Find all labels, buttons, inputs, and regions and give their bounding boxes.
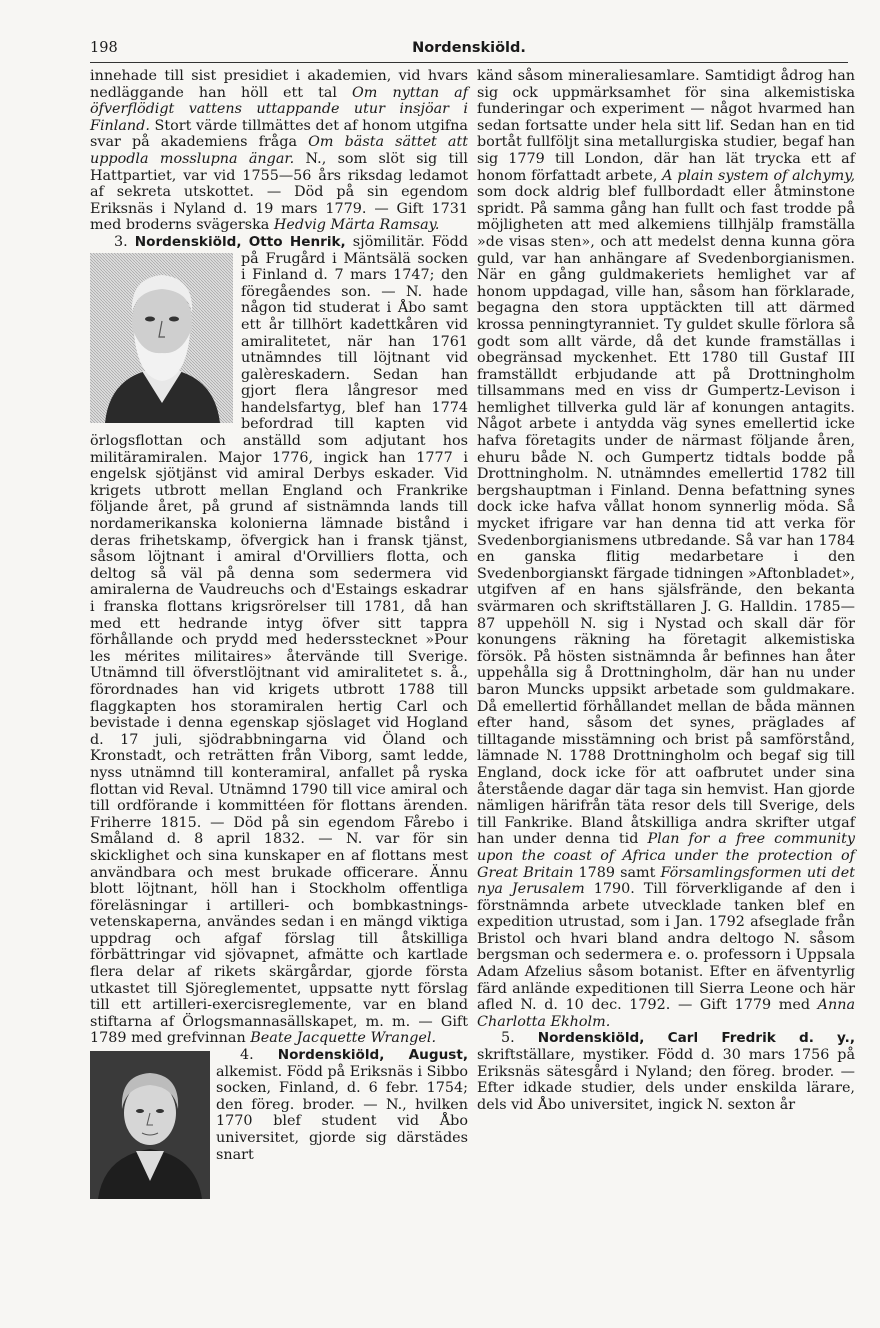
paragraph-entry-2-end: innehade till sist presidiet i akademien, vid hvars nedläggande han höll ett tal Om nyttan af öfverflödigt vattens uttappande utur insjöar i Finland. Stort värde tillmättes det af honom utgifna svar på akademiens fråga Om bästa sättet att uppodla mosslupna ängar. N., som slöt sig till Hattpartiet, var vid 1755—56 års riksdag ledamot af sekreta utskottet. — Död på sin egendom Eriksnäs i Nyland d. 19 mars 1779. — Gift 1731 med broderns svägerska Hedvig Märta Ramsay. (90, 68, 469, 234)
entry-headword: Nordenskiöld, Carl Fredrik d. y., (537, 1030, 855, 1047)
paragraph-entry-4-end: känd såsom mineraliesamlare. Samtidigt ådrog han sig ock uppmärksamhet för sina alkemistiska funderingar och experiment — något hvarmed han sedan fortsatte under hela sitt lif. Sedan han en tid bortåt fullföljt sina metallurgiska studier, begaf han sig 1779 till London, där han lät trycka ett af honom författadt arbete, A plain system of alchymy, som dock aldrig blef fullbordadt eller åtminstone spridt. På samma gång han fullt och fast trodde på möjligheten att med alkemiens tillhjälp framställa »de visas sten», och att medelst denna kunna göra guld, var han anhängare af Svedenborgianismen. När en gång guldmakeriets hemlighet var af honom uppdagad, ville han, såsom han förklarade, begagna den stora upptäckten till att därmed krossa penningtyranniet. Ty guldet skulle förlora så godt som allt värde, då det kunde framställas i obegränsad myckenhet. Ett 1780 till Gustaf III framställdt erbjudande att på Drottningholm tillsammans med en viss dr Gumpertz-Levison i hemlighet tillverka guld lär af konungen antagits. Något arbete i antydda väg synes emellertid icke hafva företagits under de närmast följande åren, ehuru både N. och Gumpertz tidtals bodde på Drottningholm. N. utnämndes emellertid 1782 till bergshauptman i Finland. Denna befattning synes dock icke hafva vållat honom synnerlig möda. Så mycket ifrigare var han denna tid att verka för Svedenborgianismens utbredande. Så var han 1784 en ganska flitig medarbetare i den Svedenborgianskt färgade tidningen »Aftonbladet», utgifven af en hans själsfrände, den bekanta svärmaren och skriftställaren J. G. Halldin. 1785—87 uppehöll N. sig i Nystad och skall där för konungens räkning ha företagit alkemistiska försök. På hösten sistnämnda år befinnes han åter uppehålla sig å Drottningholm, där han nu under baron Muncks uppsikt arbetade som guldmakare. Då emellertid förhållandet mellan de båda männen efter hand, såsom det synes, präglades af tilltagande misstämning och brist på samförstånd, lämnade N. 1788 Drottningholm och begaf sig till England, dock icke för att oafbrutet under sina återstående dagar där taga sin hemvist. Han gjorde nämligen härifrån täta resor dels till Sverige, dels till Fankrike. Bland åtskilliga andra skrifter utgaf han under denna tid Plan for a free community upon the coast of Africa under the protection of Great Britain 1789 samt Församlingsformen uti det nya Jerusalem 1790. Till förverkligande af den i förstnämnda arbete utvecklade tanken blef en expedition utrustad, som i Jan. 1792 afseglade från Bristol och hvari bland andra deltogo N. såsom bergsman och sedermera e. o. professorn i Uppsala Adam Afzelius såsom botanist. Efter en äfventyrlig färd anlände expeditionen till Sierra Leone och här afled N. d. 10 dec. 1792. — Gift 1779 med Anna Charlotta Ekholm. (477, 68, 856, 1030)
entry-carl-fredrik: 5. Nordenskiöld, Carl Fredrik d. y., skriftställare, mystiker. Född d. 30 mars 1756 på Eriksnäs sätesgård i Nyland; den föreg. broder. — Efter idkade studier, dels under enskilda lärare, dels vid Åbo universitet, ingick N. sexton år (477, 1030, 855, 1113)
entry-august: 4. Nordenskiöld, August, alkemist. Född på Eriksnäs i Sibbo socken, Finland, d. 6 febr. 1754; den föreg. broder. — N., hvilken 1770 blef student vid Åbo universitet, gjorde sig därstädes snart (90, 1047, 468, 1163)
entry-number: 4. (240, 1047, 254, 1064)
left-column (90, 68, 468, 1201)
portrait-otto-henrik-image (90, 253, 233, 423)
page-number: 198 (90, 40, 118, 56)
entry-otto-henrik: 3. Nordenskiöld, Otto Henrik, sjömilitär. Född på Frugård i Mäntsälä socken i Finland d. 7 mars 1747; den föregåendes son. — N. hade någon tid studerat i Åbo samt ett år tillhört kadettkåren vid amiralitetet, när han 1761 utnämndes till löjtnant vid galèreskadern. Sedan han gjort flera långresor med handelsfartyg, blef han 1774 befordrad till kapten vid örlogsflottan och anställd som adjutant hos militäramiralen. Major 1776, ingick han 1777 i engelsk sjötjänst vid amiral Derbys eskader. Vid krigets utbrott mellan England och Frankrike följande året, på grund af sistnämnda lands till nordamerikanska kolonierna lämnade bistånd i deras frihetskamp, öfvergick han i fransk tjänst, såsom löjtnant i amiral d'Orvilliers flotta, och deltog så väl på denna som sedermera vid amiralerna de Vaudreuchs och d'Estaings eskadrar i franska flottans krigsrörelser till 1781, då han med ett hedrande intyg öfver sitt tappra förhållande och prydd med hedersstecknet »Pour les mérites militaires» återvände till Sverige. Utnämnd till öfverstlöjtnant vid amiralitetet s. å., förordnades han vid krigets utbrott 1788 till flaggkapten hos storamiralen hertig Carl och bevistade i denna egenskap sjöslaget vid Hogland d. 17 juli, sjödrabbningarna vid Öland och Kronstadt, och reträtten från Viborg, samt ledde, nyss utnämnd till konteramiral, anfallet på ryska flottan vid Reval. Utnämnd 1790 till vice amiral och till ordförande i kommittéen för flottans ärenden. Friherre 1815. — Död på sin egendom Fårebo i Småland d. 8 april 1832. — N. var för sin skicklighet och sina kunskaper en af flottans mest användbara och mest brukade officerare. Ännu blott löjtnant, höll han i Stockholm offentliga föreläsningar i artilleri- och bombkastnings-vetenskaperna, användes sedan i en mängd viktiga uppdrag och afgaf förslag till åtskilliga förbättringar vid sjövapnet, afmätte och kartlade flera delar af rikets skärgårdar, gjorde första utkastet till Sjöreglementet, uppsatte nytt förslag till ett artilleri-exercisreglemente, var en bland stiftarna af Örlogsmannasällskapet, m. m. — Gift 1789 med grefvinnan Beate Jacquette Wrangel. (90, 233, 468, 1047)
entry-headword: Nordenskiöld, August, (277, 1047, 469, 1064)
entry-number: 5. (501, 1030, 515, 1047)
entry-headword: Nordenskiöld, Otto Henrik, (134, 233, 346, 250)
page-header (90, 38, 848, 63)
right-column (477, 68, 855, 1113)
running-title: Nordenskiöld. (412, 40, 526, 56)
portrait-august-image (90, 1051, 210, 1199)
entry-number: 3. (114, 233, 128, 250)
